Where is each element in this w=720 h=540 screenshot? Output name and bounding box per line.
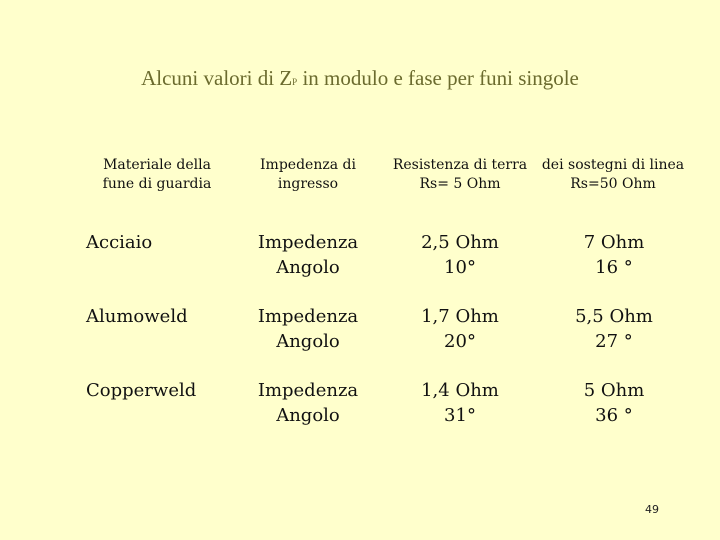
title-prefix: Alcuni valori di Z bbox=[141, 66, 293, 90]
rs5-magnitude: 1,4 Ohm bbox=[421, 380, 499, 401]
slide-title bbox=[0, 66, 720, 91]
header-sostegni-line2: Rs=50 Ohm bbox=[570, 176, 656, 192]
table-row-rs5 bbox=[390, 230, 530, 280]
table-row-rs50 bbox=[544, 230, 684, 280]
header-sostegni-line1: dei sostegni di linea bbox=[541, 157, 685, 173]
rs5-magnitude: 2,5 Ohm bbox=[421, 232, 499, 253]
header-resistance bbox=[382, 156, 538, 194]
rs50-angle: 16 ° bbox=[595, 257, 633, 278]
page-number: 49 bbox=[645, 503, 659, 516]
table-row-material: Copperweld bbox=[86, 380, 197, 401]
table-row-rs5 bbox=[390, 304, 530, 354]
header-material bbox=[86, 156, 228, 194]
header-sostegni bbox=[530, 156, 696, 194]
rs50-angle: 36 ° bbox=[595, 405, 633, 426]
header-impedance bbox=[240, 156, 376, 194]
rs5-magnitude: 1,7 Ohm bbox=[421, 306, 499, 327]
table-row-rs50 bbox=[544, 378, 684, 428]
header-impedance-line2: ingresso bbox=[277, 176, 339, 192]
table-row-impedance bbox=[240, 230, 376, 280]
impedance-label: Impedenza bbox=[257, 306, 359, 327]
impedance-label: Impedenza bbox=[257, 380, 359, 401]
impedance-label: Impedenza bbox=[257, 232, 359, 253]
rs5-angle: 10° bbox=[444, 257, 476, 278]
angle-label: Angolo bbox=[276, 257, 340, 278]
rs50-magnitude: 5,5 Ohm bbox=[575, 306, 653, 327]
table-row-rs5 bbox=[390, 378, 530, 428]
header-impedance-line1: Impedenza di bbox=[260, 157, 356, 173]
table-row-material: Acciaio bbox=[86, 232, 153, 253]
rs50-magnitude: 7 Ohm bbox=[583, 232, 645, 253]
angle-label: Angolo bbox=[276, 405, 340, 426]
rs5-angle: 31° bbox=[444, 405, 476, 426]
header-material-line1: Materiale della bbox=[103, 157, 211, 173]
rs50-magnitude: 5 Ohm bbox=[583, 380, 645, 401]
table-row-rs50 bbox=[544, 304, 684, 354]
header-material-line2: fune di guardia bbox=[102, 176, 212, 192]
rs5-angle: 20° bbox=[444, 331, 476, 352]
table-row-impedance bbox=[240, 304, 376, 354]
rs50-angle: 27 ° bbox=[595, 331, 633, 352]
header-resistance-line2: Rs= 5 Ohm bbox=[419, 176, 501, 192]
table-row-material: Alumoweld bbox=[86, 306, 188, 327]
table-row-impedance bbox=[240, 378, 376, 428]
title-subscript: P bbox=[292, 77, 298, 87]
header-resistance-line1: Resistenza di terra bbox=[392, 157, 528, 173]
angle-label: Angolo bbox=[276, 331, 340, 352]
title-suffix: in modulo e fase per funi singole bbox=[297, 66, 579, 90]
